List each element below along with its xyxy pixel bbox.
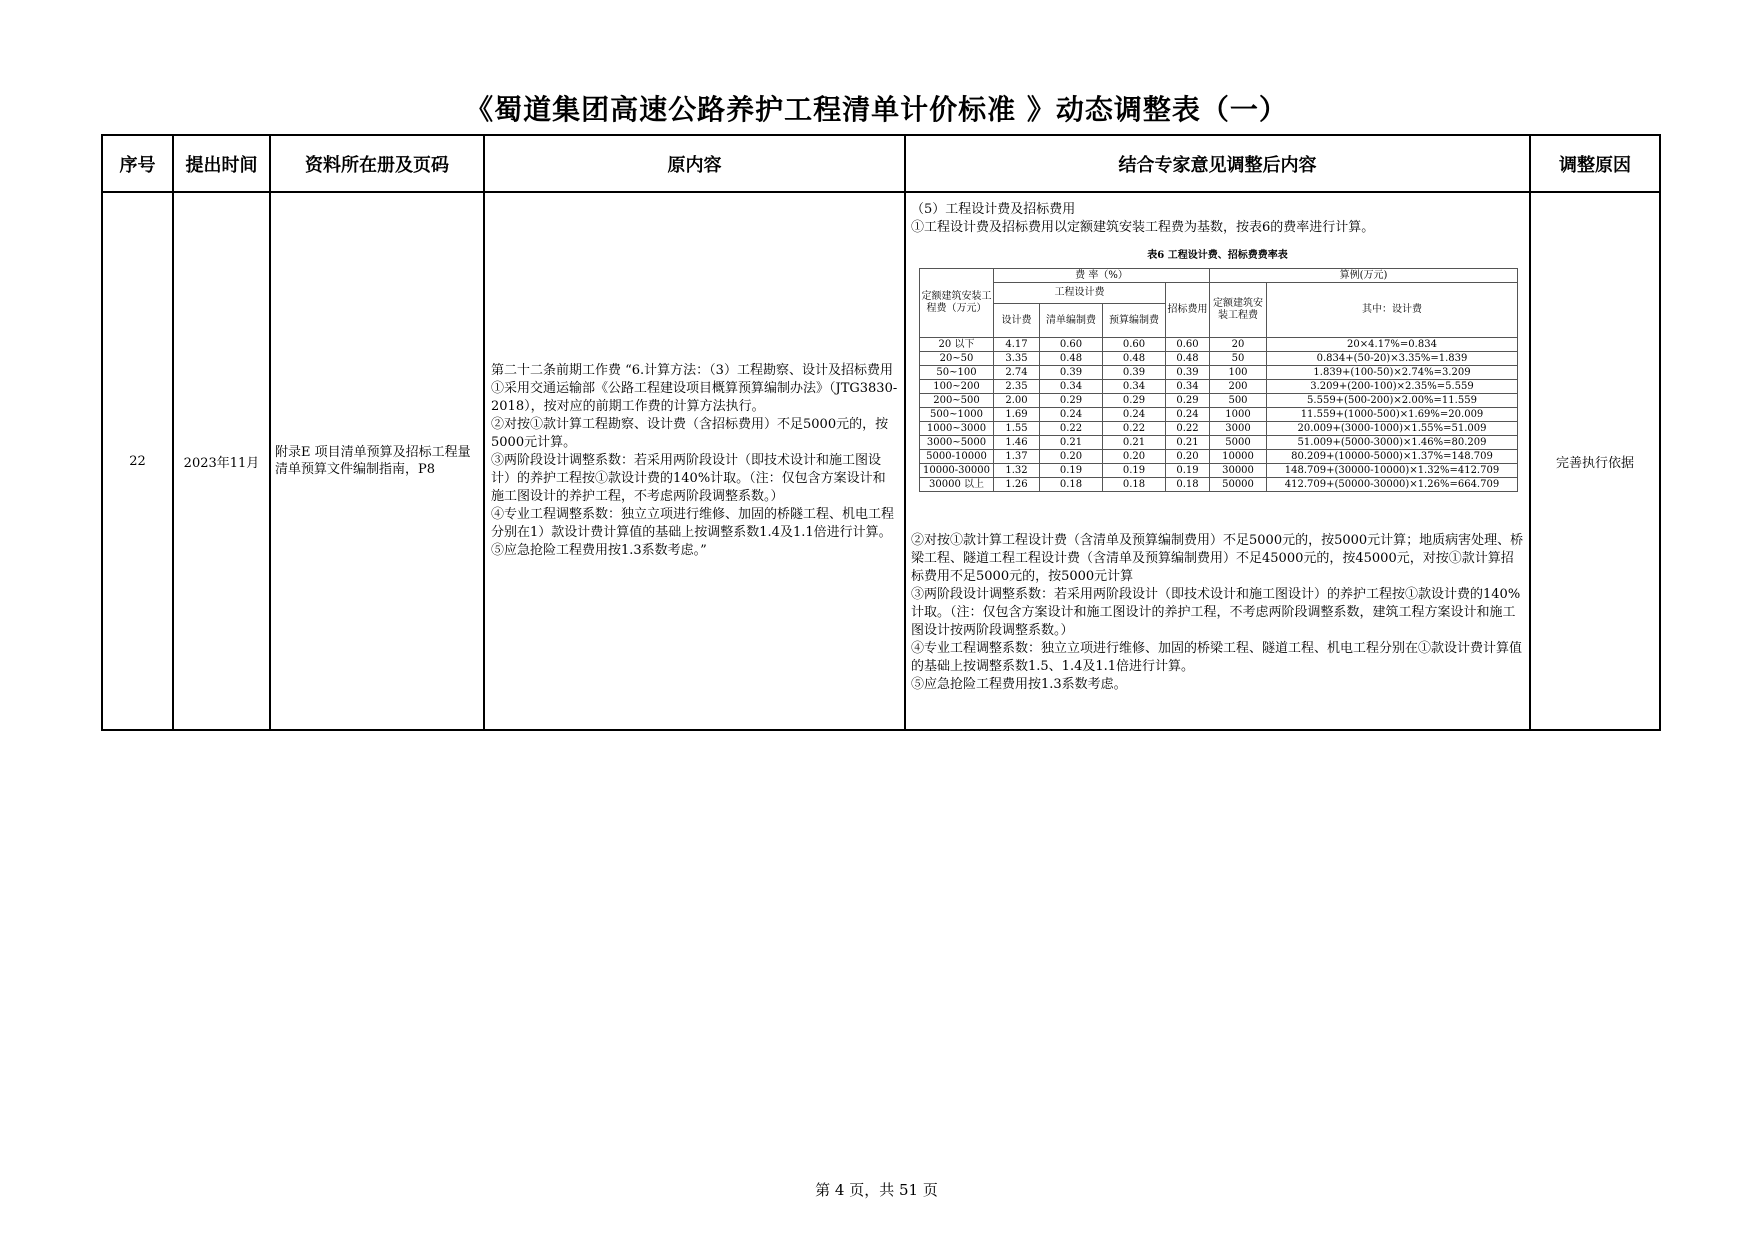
header-reason: 调整原因 xyxy=(1530,135,1660,192)
original-line: ②对按①款计算工程勘察、设计费（含招标费用）不足5000元的，按5000元计算。 xyxy=(491,417,889,450)
fee-table-cell: 1.37 xyxy=(994,450,1040,464)
fee-table-cell: 148.709+(30000-10000)×1.32%=412.709 xyxy=(1267,464,1518,478)
table-row xyxy=(102,192,1660,730)
fee-table-cell: 50~100 xyxy=(920,366,994,380)
fee-table-title: 表6 工程设计费、招标费费率表 xyxy=(1147,250,1288,261)
cell-ref: 附录E 项目清单预算及招标工程量清单预算文件编制指南，P8 xyxy=(270,192,484,730)
fee-col-bid: 招标费用 xyxy=(1166,283,1210,338)
fee-table-cell: 5.559+(500-200)×2.00%=11.559 xyxy=(1267,394,1518,408)
fee-rate-table xyxy=(919,268,1518,492)
fee-table-cell: 0.29 xyxy=(1040,394,1103,408)
original-line: ①采用交通运输部《公路工程建设项目概算预算编制办法》（JTG3830-2018），按对应的前期工作费的计算方法执行。 xyxy=(491,381,898,414)
fee-table-cell: 30000 xyxy=(1210,464,1267,478)
fee-table-cell: 10000-30000 xyxy=(920,464,994,478)
fee-table-cell: 1.839+(100-50)×2.74%=3.209 xyxy=(1267,366,1518,380)
page-title: 《蜀道集团高速公路养护工程清单计价标准 》动态调整表（一） xyxy=(465,93,1288,126)
adjusted-intro-line: （5）工程设计费及招标费用 xyxy=(911,202,1076,217)
fee-table-cell: 20~50 xyxy=(920,352,994,366)
fee-table-cell: 2.35 xyxy=(994,380,1040,394)
fee-table-cell: 0.34 xyxy=(1166,380,1210,394)
fee-table-cell: 20 以下 xyxy=(920,338,994,352)
original-line: 第二十二条前期工作费 “6.计算方法：（3）工程勘察、设计及招标费用 xyxy=(491,363,893,378)
fee-table-cell: 1.46 xyxy=(994,436,1040,450)
fee-table-cell: 412.709+(50000-30000)×1.26%=664.709 xyxy=(1267,478,1518,492)
header-ref: 资料所在册及页码 xyxy=(270,135,484,192)
fee-table-cell: 0.39 xyxy=(1040,366,1103,380)
fee-table-cell: 0.60 xyxy=(1166,338,1210,352)
fee-table-cell: 0.24 xyxy=(1166,408,1210,422)
fee-table-cell: 11.559+(1000-500)×1.69%=20.009 xyxy=(1267,408,1518,422)
fee-table-cell: 0.48 xyxy=(1040,352,1103,366)
fee-table-cell: 100 xyxy=(1210,366,1267,380)
fee-table-cell: 0.20 xyxy=(1040,450,1103,464)
fee-table-cell: 30000 以上 xyxy=(920,478,994,492)
fee-table-row xyxy=(920,338,1518,352)
cell-reason: 完善执行依据 xyxy=(1530,192,1660,730)
fee-table-cell: 0.48 xyxy=(1103,352,1166,366)
fee-table-cell: 0.48 xyxy=(1166,352,1210,366)
fee-group-design: 工程设计费 xyxy=(994,283,1166,304)
fee-col-base: 定额建筑安装工程费（万元） xyxy=(920,269,994,338)
fee-table-cell: 0.834+(50-20)×3.35%=1.839 xyxy=(1267,352,1518,366)
fee-table-cell: 0.21 xyxy=(1040,436,1103,450)
fee-table-cell: 1000 xyxy=(1210,408,1267,422)
fee-table-cell: 100~200 xyxy=(920,380,994,394)
fee-table-cell: 0.19 xyxy=(1040,464,1103,478)
original-line: ③两阶段设计调整系数：若采用两阶段设计（即技术设计和施工图设计）的养护工程按①款设计费的140%计取。（注：仅包含方案设计和施工图设计的养护工程，不考虑两阶段调整系数。） xyxy=(491,453,886,504)
fee-table-cell: 3000~5000 xyxy=(920,436,994,450)
adjusted-after-line: ④专业工程调整系数：独立立项进行维修、加固的桥梁工程、隧道工程、机电工程分别在①款设计费计算值的基础上按调整系数1.5、1.4及1.1倍进行计算。 xyxy=(911,641,1523,674)
fee-table-cell: 0.21 xyxy=(1166,436,1210,450)
fee-table-cell: 1.55 xyxy=(994,422,1040,436)
adjusted-after xyxy=(911,532,1524,694)
header-seq: 序号 xyxy=(102,135,173,192)
fee-table-cell: 0.20 xyxy=(1166,450,1210,464)
adjusted-after-line: ②对按①款计算工程设计费（含清单及预算编制费用）不足5000元的，按5000元计算；地质病害处理、桥梁工程、隧道工程工程设计费（含清单及预算编制费用）不足45000元的，按45000元，对按①款计算招标费用不足5000元的，按5000元计算 xyxy=(911,533,1524,584)
page-footer: 第 4 页，共 51 页 xyxy=(815,1181,938,1199)
fee-table-cell: 0.22 xyxy=(1103,422,1166,436)
fee-col-ex-base: 定额建筑安装工程费 xyxy=(1210,283,1267,338)
fee-table-cell: 0.22 xyxy=(1166,422,1210,436)
fee-table-cell: 0.34 xyxy=(1040,380,1103,394)
fee-table-cell: 2.74 xyxy=(994,366,1040,380)
fee-table-cell: 0.34 xyxy=(1103,380,1166,394)
fee-table-cell: 0.21 xyxy=(1103,436,1166,450)
table-header-row xyxy=(102,135,1660,192)
header-date: 提出时间 xyxy=(173,135,270,192)
fee-table-cell: 0.39 xyxy=(1166,366,1210,380)
fee-table-cell: 0.60 xyxy=(1040,338,1103,352)
fee-table-cell: 0.22 xyxy=(1040,422,1103,436)
fee-table-row xyxy=(920,380,1518,394)
fee-table-row xyxy=(920,366,1518,380)
adjusted-after-line: ③两阶段设计调整系数：若采用两阶段设计（即技术设计和施工图设计）的养护工程按①款设计费的140%计取。（注：仅包含方案设计和施工图设计的养护工程，不考虑两阶段调整系数，建筑工程方案设计和施工图设计按两阶段调整系数。） xyxy=(911,587,1521,638)
fee-table-cell: 1.69 xyxy=(994,408,1040,422)
header-adjusted: 结合专家意见调整后内容 xyxy=(905,135,1530,192)
cell-original xyxy=(484,192,905,730)
fee-table-row xyxy=(920,450,1518,464)
fee-table-cell: 20.009+(3000-1000)×1.55%=51.009 xyxy=(1267,422,1518,436)
fee-table-row xyxy=(920,394,1518,408)
fee-table-cell: 500~1000 xyxy=(920,408,994,422)
fee-table-cell: 2.00 xyxy=(994,394,1040,408)
cell-date: 2023年11月 xyxy=(173,192,270,730)
fee-table-cell: 0.19 xyxy=(1103,464,1166,478)
fee-table-cell: 3.209+(200-100)×2.35%=5.559 xyxy=(1267,380,1518,394)
fee-table-cell: 0.24 xyxy=(1040,408,1103,422)
fee-table-cell: 0.18 xyxy=(1040,478,1103,492)
fee-col-budget: 预算编制费 xyxy=(1103,304,1166,338)
fee-table-row xyxy=(920,436,1518,450)
header-original: 原内容 xyxy=(484,135,905,192)
adjusted-intro-line: ①工程设计费及招标费用以定额建筑安装工程费为基数，按表6的费率进行计算。 xyxy=(911,220,1375,235)
fee-table-cell: 0.29 xyxy=(1166,394,1210,408)
adjustment-table xyxy=(101,134,1661,731)
fee-table-cell: 4.17 xyxy=(994,338,1040,352)
fee-table-row xyxy=(920,422,1518,436)
fee-table-row xyxy=(920,464,1518,478)
cell-adjusted xyxy=(905,192,1530,730)
fee-table-cell: 0.29 xyxy=(1103,394,1166,408)
fee-table-cell: 5000-10000 xyxy=(920,450,994,464)
fee-table-cell: 5000 xyxy=(1210,436,1267,450)
fee-table-cell: 0.39 xyxy=(1103,366,1166,380)
original-line: ⑤应急抢险工程费用按1.3系数考虑。” xyxy=(491,543,707,558)
fee-table-cell: 20 xyxy=(1210,338,1267,352)
fee-table-cell: 50 xyxy=(1210,352,1267,366)
fee-table-row xyxy=(920,352,1518,366)
fee-header-row xyxy=(920,283,1518,304)
cell-seq: 22 xyxy=(102,192,173,730)
fee-table-cell: 0.18 xyxy=(1103,478,1166,492)
fee-group-rate: 费 率（%） xyxy=(994,269,1210,283)
fee-table-row xyxy=(920,478,1518,492)
fee-table-cell: 80.209+(10000-5000)×1.37%=148.709 xyxy=(1267,450,1518,464)
fee-table-cell: 1.32 xyxy=(994,464,1040,478)
fee-table-cell: 0.20 xyxy=(1103,450,1166,464)
fee-table-cell: 0.18 xyxy=(1166,478,1210,492)
fee-table-cell: 3.35 xyxy=(994,352,1040,366)
fee-col-design: 设计费 xyxy=(994,304,1040,338)
fee-table-cell: 1000~3000 xyxy=(920,422,994,436)
fee-col-list: 清单编制费 xyxy=(1040,304,1103,338)
fee-table-cell: 200 xyxy=(1210,380,1267,394)
fee-table-cell: 50000 xyxy=(1210,478,1267,492)
original-line: ④专业工程调整系数：独立立项进行维修、加固的桥隧工程、机电工程分别在1）款设计费计算值的基础上按调整系数1.4及1.1倍进行计算。 xyxy=(491,507,895,540)
fee-table-cell: 10000 xyxy=(1210,450,1267,464)
fee-header-row xyxy=(920,269,1518,283)
fee-table-cell: 3000 xyxy=(1210,422,1267,436)
fee-group-example: 算例(万元) xyxy=(1210,269,1518,283)
fee-col-ex-calc: 其中：设计费 xyxy=(1267,283,1518,338)
fee-table-cell: 0.24 xyxy=(1103,408,1166,422)
adjusted-after-line: ⑤应急抢险工程费用按1.3系数考虑。 xyxy=(911,677,1127,692)
fee-table-cell: 51.009+(5000-3000)×1.46%=80.209 xyxy=(1267,436,1518,450)
fee-table-cell: 0.19 xyxy=(1166,464,1210,478)
fee-table-cell: 200~500 xyxy=(920,394,994,408)
fee-table-cell: 500 xyxy=(1210,394,1267,408)
fee-table-cell: 0.60 xyxy=(1103,338,1166,352)
fee-table-cell: 1.26 xyxy=(994,478,1040,492)
fee-table-cell: 20×4.17%=0.834 xyxy=(1267,338,1518,352)
fee-table-row xyxy=(920,408,1518,422)
